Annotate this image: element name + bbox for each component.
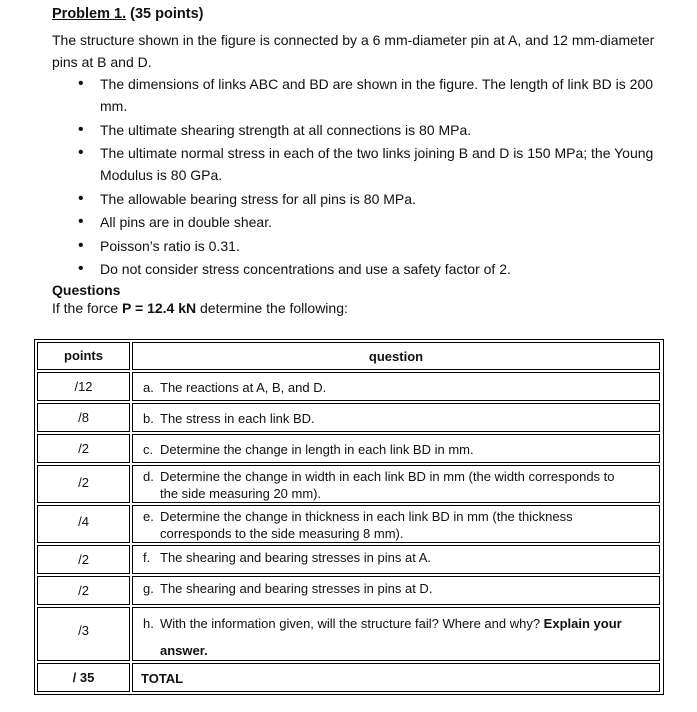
row-points: /8 xyxy=(78,410,89,425)
row-text-continued: the side measuring 20 mm). xyxy=(160,486,322,501)
row-label: b. xyxy=(143,411,154,426)
given-item: • The ultimate normal stress in each of the two links joining B and D is 150 MPa; the Young Modulus is 80 GPa. xyxy=(78,142,678,186)
table-row xyxy=(37,434,130,463)
row-text: Determine the change in thickness in each link BD in mm (the thickness xyxy=(160,509,573,524)
total-row xyxy=(132,663,660,692)
row-text: With the information given, will the structure fail? Where and why? xyxy=(160,616,544,631)
total-points: / 35 xyxy=(72,670,95,685)
row-label: g. xyxy=(143,581,154,596)
row-question xyxy=(143,549,645,566)
problem-points: (35 points) xyxy=(126,6,204,22)
row-label: e. xyxy=(143,509,154,524)
row-question xyxy=(143,580,645,597)
table-row xyxy=(132,434,660,463)
header-points-cell xyxy=(37,342,130,370)
row-points: /2 xyxy=(78,475,89,490)
given-item: • The dimensions of links ABC and BD are shown in the figure. The length of link BD is 200 mm. xyxy=(78,73,678,117)
row-text: The shearing and bearing stresses in pins at D. xyxy=(160,581,433,596)
table-row xyxy=(132,607,660,661)
row-text: The stress in each link BD. xyxy=(160,411,315,426)
row-text: Determine the change in width in each link BD in mm (the width corresponds to xyxy=(160,469,615,484)
row-label: d. xyxy=(143,469,154,484)
table-row xyxy=(132,576,660,605)
total-label: TOTAL xyxy=(141,671,184,686)
given-item: • The allowable bearing stress for all pins is 80 MPa. xyxy=(78,188,678,210)
given-item: • All pins are in double shear. xyxy=(78,211,678,233)
row-question xyxy=(143,508,645,542)
table-row xyxy=(37,505,130,543)
header-points: points xyxy=(64,348,103,363)
row-points: /2 xyxy=(78,441,89,456)
row-label: h. xyxy=(143,616,154,631)
row-points: /2 xyxy=(78,583,89,598)
row-label: f. xyxy=(143,550,151,565)
row-text-continued: answer. xyxy=(160,643,208,658)
questions-intro xyxy=(52,300,348,316)
header-question: question xyxy=(368,349,424,364)
given-item: • Poisson’s ratio is 0.31. xyxy=(78,235,678,257)
table-row xyxy=(37,465,130,503)
table-row xyxy=(37,545,130,574)
row-text: Determine the change in length in each link BD in mm. xyxy=(160,442,474,457)
row-question xyxy=(143,468,645,502)
questions-table xyxy=(34,339,664,695)
header-question-cell xyxy=(132,342,660,370)
force-value: P = 12.4 kN xyxy=(122,300,197,316)
row-text: The reactions at A, B, and D. xyxy=(160,380,327,395)
table-row xyxy=(132,372,660,401)
row-text-bold: Explain your xyxy=(543,616,622,631)
total-row xyxy=(37,663,130,692)
questions-heading: Questions xyxy=(52,282,121,298)
table-row xyxy=(132,465,660,503)
problem-number: Problem 1. xyxy=(52,6,127,22)
table-row xyxy=(132,545,660,574)
row-question xyxy=(143,379,645,396)
row-question xyxy=(143,610,645,664)
row-text: The shearing and bearing stresses in pins at A. xyxy=(160,550,431,565)
table-row xyxy=(132,505,660,543)
table-row xyxy=(37,372,130,401)
table-row xyxy=(37,576,130,605)
row-text-continued: corresponds to the side measuring 8 mm). xyxy=(160,526,404,541)
table-row xyxy=(132,403,660,432)
row-points: /3 xyxy=(78,623,89,638)
row-label: c. xyxy=(143,442,154,457)
row-points: /4 xyxy=(78,514,89,529)
table-row xyxy=(37,607,130,661)
row-question xyxy=(143,441,645,458)
given-item: • Do not consider stress concentrations and use a safety factor of 2. xyxy=(78,258,678,280)
row-points: /2 xyxy=(78,552,89,567)
problem-intro: The structure shown in the figure is connected by a 6 mm-diameter pin at A, and 12 mm-diameter pins at B and D. xyxy=(52,32,655,70)
table-row xyxy=(37,403,130,432)
problem-title xyxy=(52,6,203,22)
given-list xyxy=(78,73,678,282)
questions-intro-after: determine the following: xyxy=(196,300,348,316)
row-question xyxy=(143,410,645,427)
questions-intro-before: If the force xyxy=(52,300,123,316)
row-label: a. xyxy=(143,380,154,395)
given-item: • The ultimate shearing strength at all connections is 80 MPa. xyxy=(78,119,678,141)
row-points: /12 xyxy=(74,379,93,394)
